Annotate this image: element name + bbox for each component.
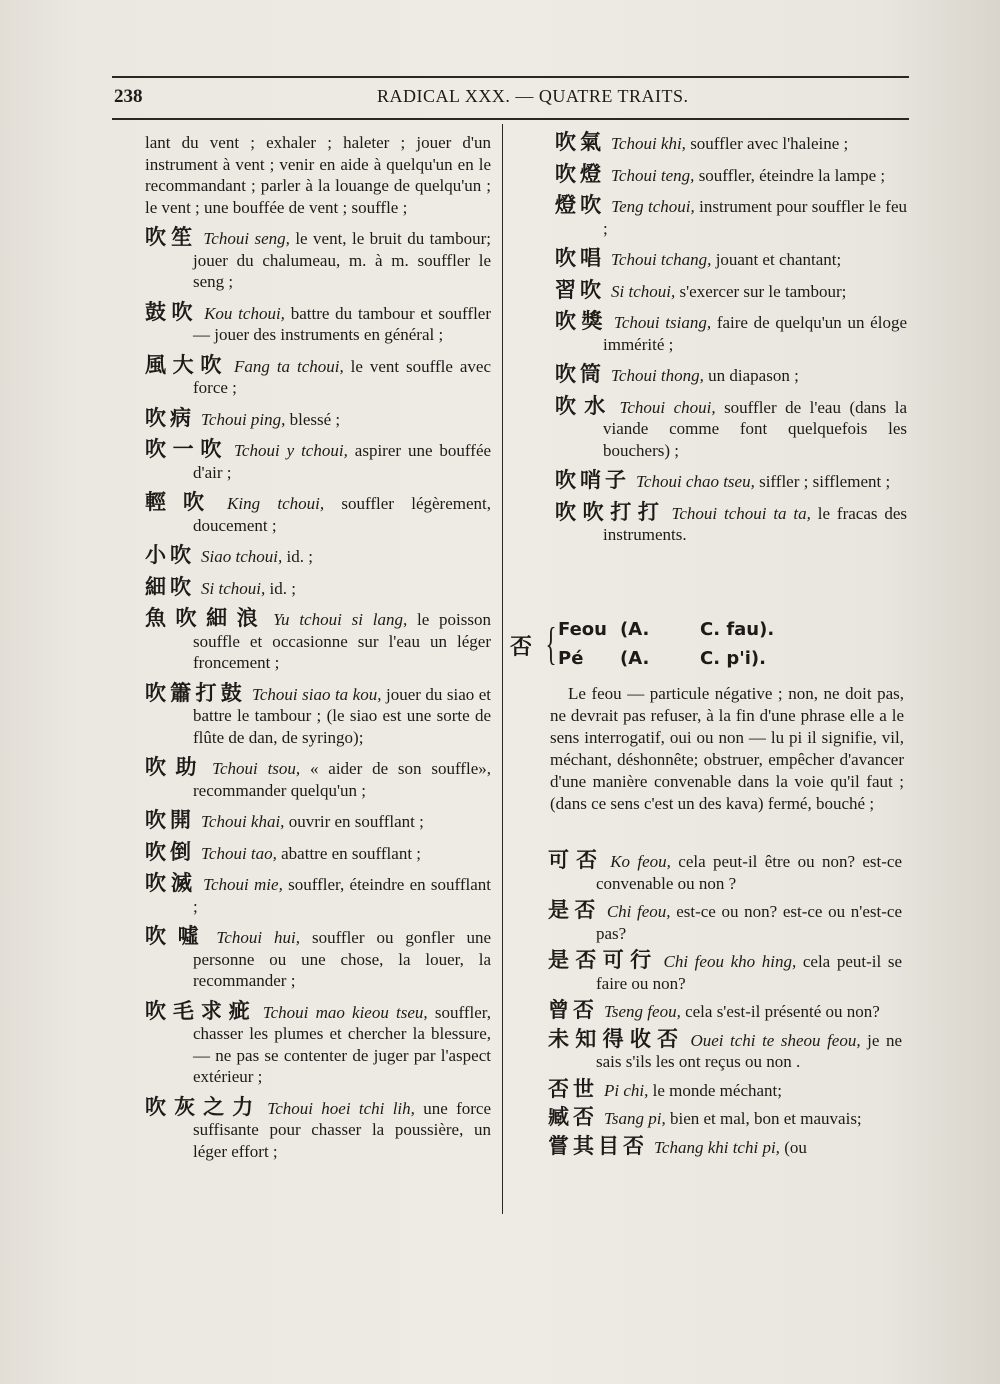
entry-gloss: s'exercer sur le tambour; [679, 281, 847, 301]
entry-gloss: le fracas des instruments. [603, 503, 908, 544]
entry-romanization: Ko feou, [610, 852, 671, 871]
entry-romanization: Tchoui thong, [611, 366, 704, 385]
entry-hanzi: 吹一吹 [145, 437, 229, 461]
entry-romanization: Tchoui tao, [201, 843, 277, 863]
entry-hanzi: 小吹 [145, 543, 195, 567]
dictionary-entry [145, 839, 491, 865]
entry-hanzi: 魚吹細浪 [145, 606, 268, 630]
entry-romanization: Tchoui khai, [201, 812, 285, 831]
dictionary-entry [145, 926, 491, 992]
dictionary-entry [145, 810, 491, 833]
column-divider [502, 124, 503, 1214]
entry-romanization: Ouei tchi te sheou feou, [690, 1030, 861, 1050]
dictionary-entry [555, 277, 907, 303]
entry-gloss: un diapason ; [708, 366, 799, 385]
dictionary-entry [145, 680, 492, 749]
entry-hanzi: 臧否 [548, 1105, 598, 1129]
entry-gloss: le monde méchant; [652, 1080, 782, 1100]
entry-romanization: Pi chi, [604, 1080, 649, 1100]
entry-hanzi: 曾否 [548, 998, 598, 1022]
reading-syllable: Feou [558, 619, 607, 640]
entry-romanization: Tchoui ping, [201, 409, 286, 429]
entry-hanzi: 吹噓 [145, 924, 211, 948]
entry-romanization: Tchoui chao tseu, [636, 472, 755, 491]
entry-gloss: le vent, le bruit du tambour; jouer du chalumeau, m. à m. souffler le seng ; [193, 229, 492, 291]
running-header [112, 76, 909, 120]
right-bottom-entry-list [548, 850, 902, 1158]
entry-gloss: souffler légèrement, doucement ; [193, 494, 492, 535]
entry-romanization: Tchoui seng, [203, 229, 290, 248]
entry-hanzi: 風大吹 [145, 352, 229, 377]
headword-character: 否 [510, 635, 533, 660]
dictionary-entry [555, 311, 907, 355]
entry-hanzi: 燈吹 [555, 193, 606, 217]
header-title: RADICAL XXX. — QUATRE TRAITS. [377, 86, 689, 106]
entry-hanzi: 吹滅 [145, 871, 198, 895]
entry-romanization: Tchoui mie, [203, 875, 283, 894]
reading-a: (A. [620, 648, 650, 669]
dictionary-entry [548, 1107, 902, 1130]
entry-romanization: Tchoui tsou, [212, 759, 301, 778]
dictionary-entry [555, 161, 907, 187]
entry-romanization: Fang ta tchoui, [234, 356, 344, 376]
entry-gloss: blessé ; [289, 409, 341, 429]
dictionary-entry [555, 470, 907, 493]
entry-hanzi: 未知得收否 [548, 1026, 685, 1051]
entry-romanization: Si tchoui, [611, 281, 676, 301]
entry-romanization: Tseng feou, [604, 1002, 681, 1021]
entry-hanzi: 吹筒 [555, 362, 605, 386]
reading-c: C. p'i). [700, 648, 766, 669]
dictionary-entry [548, 1026, 902, 1073]
entry-gloss: battre du tambour et souffler — jouer des instruments en général ; [193, 303, 491, 344]
dictionary-entry [145, 299, 491, 346]
dictionary-entry [548, 850, 902, 894]
entry-gloss: « aider de son souffle», recommander quelqu'un ; [193, 759, 491, 800]
entry-gloss: le poisson souffle et occasionne sur l'eau un léger froncement ; [193, 610, 492, 672]
dictionary-entry [548, 1076, 902, 1102]
entry-romanization: Siao tchoui, [201, 547, 283, 566]
entry-romanization: Tchoui tchang, [611, 250, 712, 269]
entry-hanzi: 吹吹打打 [555, 499, 666, 524]
dictionary-entry [555, 499, 908, 546]
entry-hanzi: 細吹 [145, 574, 195, 599]
dictionary-entry [555, 248, 907, 271]
entry-hanzi: 輕吹 [145, 490, 222, 514]
entry-gloss: souffler ou gonfler une personne ou une chose, la louer, la recommander ; [193, 928, 492, 990]
entry-romanization: Tchoui khi, [611, 134, 686, 153]
entry-romanization: Tsang pi, [604, 1109, 666, 1128]
dictionary-entry [145, 574, 491, 600]
entry-hanzi: 吹毛求疵 [145, 998, 257, 1023]
entry-gloss: siffler ; sifflement ; [759, 472, 891, 491]
entry-romanization: Tchoui mao kieou tseu, [262, 1002, 428, 1022]
entry-romanization: Tchoui hoei tchi lih, [267, 1098, 415, 1118]
entry-romanization: Tchoui tsiang, [613, 313, 712, 332]
entry-hanzi: 吹簫打鼓 [145, 680, 246, 705]
headword-block [510, 617, 910, 677]
reading-pe [558, 648, 766, 669]
entry-hanzi: 是否可行 [548, 948, 658, 972]
entry-hanzi: 鼓吹 [145, 299, 199, 324]
entry-romanization: Teng tchoui, [611, 197, 695, 216]
reading-feou [558, 619, 774, 640]
entry-gloss: le vent souffle avec force ; [193, 356, 492, 397]
entry-hanzi: 吹灰之力 [145, 1094, 262, 1119]
dictionary-entry [145, 608, 491, 674]
entry-hanzi: 習吹 [555, 277, 605, 302]
entry-hanzi: 吹氣 [555, 130, 605, 154]
entry-gloss: (ou [784, 1137, 807, 1157]
entry-hanzi: 吹笙 [145, 225, 198, 249]
entry-romanization: Chi feou kho hing, [663, 952, 797, 971]
entry-gloss: souffler avec l'haleine ; [690, 134, 849, 153]
reading-a: (A. [620, 619, 650, 640]
reading-syllable: Pé [558, 648, 584, 669]
dictionary-entry [145, 1094, 492, 1163]
entry-romanization: Yu tchoui si lang, [273, 610, 408, 629]
dictionary-entry [555, 132, 907, 155]
dictionary-entry [145, 492, 491, 536]
entry-gloss: aspirer une bouffée d'air ; [193, 441, 492, 482]
right-column-bottom [548, 850, 902, 1164]
entry-hanzi: 吹水 [555, 393, 614, 418]
right-top-entry-list [555, 132, 907, 546]
entry-gloss: est-ce ou non? est-ce ou n'est-ce pas? [596, 902, 902, 943]
dictionary-entry [555, 195, 907, 239]
entry-hanzi: 否世 [548, 1076, 598, 1101]
dictionary-entry [548, 900, 902, 944]
dictionary-entry [555, 393, 908, 462]
dictionary-entry [145, 873, 491, 917]
right-column-top [555, 132, 907, 555]
entry-gloss: jouer du siao et battre le tambour ; (le siao est une sorte de flûte de dan, de syringo); [193, 684, 492, 747]
entry-hanzi: 吹倒 [145, 839, 195, 864]
entry-romanization: Si tchoui, [201, 578, 266, 598]
entry-romanization: Tchoui siao ta kou, [251, 684, 382, 704]
entry-hanzi: 吹獎 [555, 309, 608, 333]
entry-gloss: cela s'est-il présenté ou non? [685, 1002, 880, 1021]
headword-definition: Le feou — particule négative ; non, ne doit pas, ne devrait pas refuser, à la fin d'une phrase elle a le sens interrogatif, oui ou non — lu pi il signifie, vil, méchant, déshonnête; obstruer, empêcher d'avancer d'une manière convenable dans la voie qu'il faut ; (dans ce sens c'est un des kava) fermé, bouché ; [550, 684, 904, 813]
intro-text: lant du vent ; exhaler ; haleter ; jouer d'un instrument à vent ; venir en aide à quelqu'un en le recommandant ; parler à la louange de quelqu'un ; le vent ; une bouffée de vent ; souffle ; [145, 133, 491, 217]
entry-gloss: bien et mal, bon et mauvais; [669, 1109, 862, 1128]
entry-gloss: une force suffisante pour chasser la poussière, un léger effort ; [193, 1098, 492, 1161]
dictionary-entry [145, 998, 492, 1088]
dictionary-entry [548, 1133, 902, 1159]
entry-gloss: souffler de l'eau (dans la viande comme font quelquefois les bouchers) ; [603, 397, 908, 460]
dictionary-entry [145, 227, 491, 293]
entry-romanization: Tchoui tchoui ta ta, [671, 503, 811, 523]
entry-hanzi: 嘗其目否 [548, 1133, 648, 1158]
entry-hanzi: 吹開 [145, 808, 195, 832]
entry-gloss: instrument pour souffler le feu ; [603, 197, 908, 238]
entry-gloss: faire de quelqu'un un éloge immérité ; [603, 313, 907, 354]
entry-hanzi: 吹燈 [555, 161, 605, 186]
entry-gloss: abattre en soufflant ; [281, 843, 422, 863]
dictionary-entry [145, 439, 491, 483]
dictionary-entry [145, 352, 492, 399]
dictionary-entry [555, 364, 907, 387]
entry-romanization: Tchoui choui, [619, 397, 716, 417]
entry-gloss: souffler, chasser les plumes et chercher la blessure, — ne pas se contenter de juger par l'aspect extérieur ; [193, 1002, 492, 1086]
entry-gloss: ouvrir en soufflant ; [288, 812, 424, 831]
entry-hanzi: 是否 [548, 898, 601, 922]
dictionary-entry [145, 757, 491, 801]
entry-hanzi: 可否 [548, 848, 605, 872]
entry-romanization: King tchoui, [227, 494, 325, 513]
entry-gloss: jouant et chantant; [715, 250, 842, 269]
dictionary-entry [548, 950, 902, 994]
entry-gloss: id. ; [286, 547, 313, 566]
page-number: 238 [114, 86, 143, 107]
entry-hanzi: 吹唱 [555, 246, 605, 270]
entry-romanization: Tchoui teng, [611, 165, 695, 185]
entry-gloss: souffler, éteindre en soufflant ; [193, 875, 492, 916]
dictionary-entry [548, 1000, 902, 1023]
entry-romanization: Tchoui y tchoui, [234, 441, 348, 460]
entry-romanization: Tchoui hui, [216, 928, 300, 947]
reading-c: C. fau). [700, 619, 775, 640]
entry-romanization: Tchang khi tchi pi, [654, 1137, 780, 1157]
dictionary-entry [145, 405, 491, 431]
entry-gloss: souffler, éteindre la lampe ; [698, 165, 886, 185]
entry-gloss: id. ; [269, 578, 296, 598]
brace-symbol: { [545, 618, 557, 669]
entry-gloss: je ne sais s'ils les ont reçus ou non . [596, 1030, 902, 1071]
dictionary-entry [145, 545, 491, 568]
entry-gloss: cela peut-il se faire ou non? [596, 952, 903, 993]
entry-hanzi: 吹病 [145, 405, 195, 430]
entry-romanization: Kou tchoui, [204, 303, 285, 323]
entry-romanization: Chi feou, [606, 902, 671, 921]
left-column [145, 132, 491, 1171]
entry-gloss: cela peut-il être ou non? est-ce convenable ou non ? [596, 852, 902, 893]
entry-hanzi: 吹哨子 [555, 468, 630, 492]
left-entry-list [145, 227, 491, 1162]
entry-hanzi: 吹助 [145, 755, 207, 779]
